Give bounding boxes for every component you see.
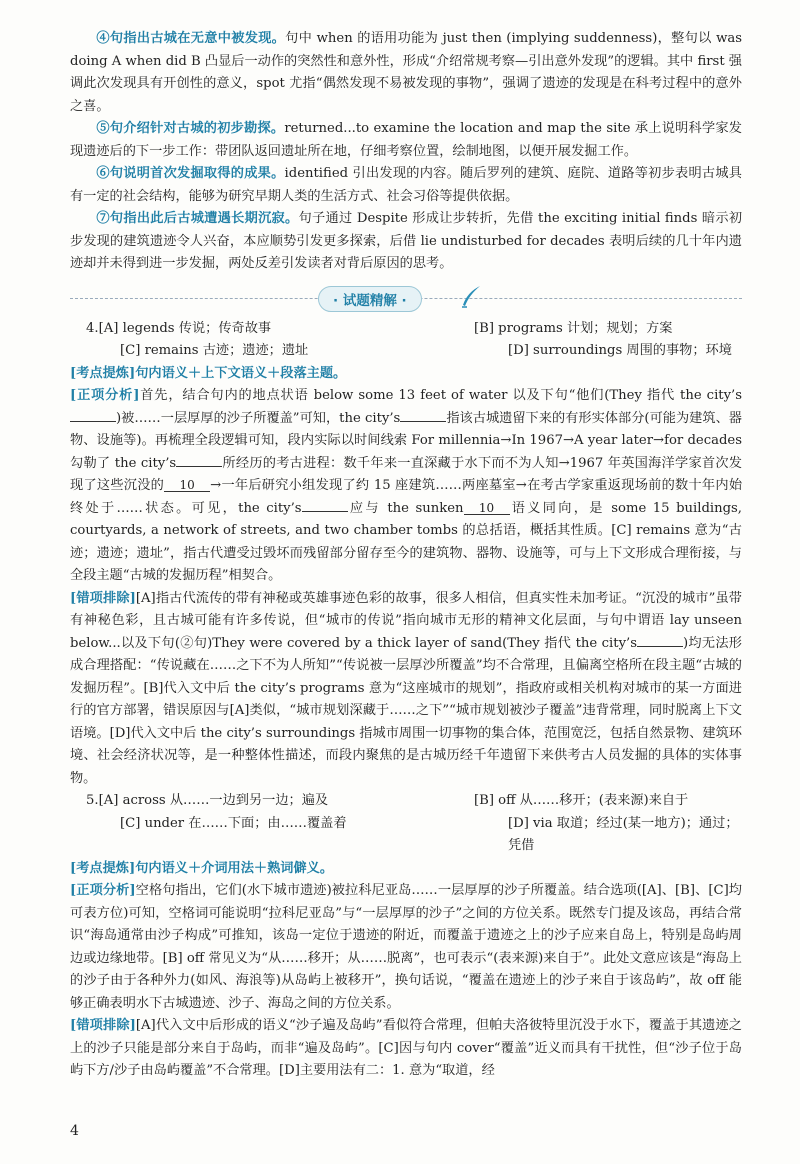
q4-option-b: [B] programs 计划；规划；方案 — [474, 320, 673, 336]
q4-options-row-1 — [70, 318, 742, 341]
page-body — [70, 0, 742, 1083]
section-banner — [70, 282, 742, 316]
q4-kaodian: [考点提炼]句内语义＋上下文语义＋段落主题。 — [70, 365, 347, 381]
q4-option-c: [C] remains 古迹；遗迹；遗址 — [120, 343, 309, 358]
q4-option-d: [D] surroundings 周围的事物；环境 — [508, 343, 732, 358]
q5-option-c: [C] under 在……下面；由……覆盖着 — [120, 815, 347, 831]
answer-blank — [176, 454, 222, 467]
q5-zhengxiang: [正项分析]空格句指出，它们(水下城市遗迹)被拉科尼亚岛……一层厚厚的沙子所覆盖。结合选项([A]、[B]、[C]均可表方位)可知，空格词可能说明“拉科尼亚岛”与“一层厚厚的沙子”之间的方位关系。既然专门提及该岛，再结合常识“海岛通常由沙子构成”可推知，该岛一定位于遗迹的附近，而覆盖于遗迹之上的沙子应来自岛上，特别是岛屿周边或边缘地带。[B] off 常见义为“从……移开；从……脱离”，也可表示“(表来源)来自于”。此处文意应该是“海岛上的沙子由于各种外力(如风、海浪等)从岛屿上被移开”，换句话说，“覆盖在遗迹上的沙子来自于该岛屿”，故 off 能够正确表明水下古城遗迹、沙子、海岛之间的方位关系。 — [70, 883, 742, 1011]
q4-options-row-2 — [70, 340, 742, 363]
answer-blank — [70, 409, 116, 422]
para-7: ⑦句指出此后古城遭遇长期沉寂。句子通过 Despite 形成让步转折，先借 the exciting initial finds 暗示初步发现的建筑遗迹令人兴奋，本应顺势引发更多探索，后借 lie undisturbed for decades 表明后续的几十年内遗迹却并未得到进一步发掘，两处反差引发读者对背后原因的思考。 — [70, 211, 743, 271]
q5-option-d: [D] via 取道；经过(某一地方)；通过；凭借 — [508, 815, 739, 853]
analysis-block — [70, 28, 742, 276]
para-5: ⑤句介绍针对古城的初步勘探。returned...to examine the location and map the site 承上说明科学家发现遗迹后的下一步工作：带团队返回遗址所在地，仔细考察位置，绘制地图，以便开展发掘工作。 — [70, 121, 742, 159]
banner-title: · 试题精解 · — [318, 286, 422, 312]
answer-blank-10: 10 — [164, 479, 210, 492]
question-5 — [70, 790, 742, 1083]
answer-blank — [400, 409, 446, 422]
q4-zhengxiang: [正项分析]首先，结合句内的地点状语 below some 13 feet of water 以及下句“他们(They 指代 the city’s)被……一层厚厚的沙子所覆盖”可知，the city’s 指该古城遗留下来的有形实体部分(可能为建筑、器物、设施等)。再梳理全段逻辑可知，段内实际以时间线索 For millennia→In 1967→A year later→for decades 勾勒了 the city’s 所经历的考古进程：数千年来一直深藏于水下而不为人知→1967 年英国海洋学家首次发现了这些沉没的 10 →一年后研究小组发现了约 15 座建筑……两座墓室→在考古学家重返现场前的数十年内始终处于……状态。可见，the city’s 应与 the sunken 10 语义同向，是 some 15 buildings, courtyards, a network of streets, and two chamber tombs 的总括语，概括其性质。[C] remains 意为“古迹；遗迹；遗址”，指古代遭受过毁坏而残留部分留存至今的建筑物、器物、设施等，可与上下文形成合理衔接，与全段主题“古城的发掘历程”相契合。 — [70, 388, 743, 583]
answer-blank-10: 10 — [464, 502, 510, 515]
answer-blank — [302, 499, 348, 512]
q5-option-b: [B] off 从……移开；(表来源)来自于 — [474, 793, 689, 808]
question-4 — [70, 318, 742, 791]
para-4: ④句指出古城在无意中被发现。句中 when 的语用功能为 just then (implying suddenness)，整句以 was doing A when did B 凸显后一动作的突然性和意外性，形成“介绍常规考察—引出意外发现”的逻辑。其中 first 强调此次发现具有开创性的意义，spot 尤指“偶然发现不易被发现的事物”，强调了遗迹的发现是在科考过程中的意外之喜。 — [70, 31, 742, 114]
para-6: ⑥句说明首次发掘取得的成果。identified 引出发现的内容。随后罗列的建筑、庭院、道路等初步表明古城具有一定的社会结构，能够为研究早期人类的生活方式、社会习俗等提供依据。 — [70, 166, 742, 204]
q5-options-row-1 — [70, 790, 742, 813]
page-number: 4 — [70, 1123, 79, 1139]
q5-kaodian: [考点提炼]句内语义＋介词用法＋熟词僻义。 — [70, 860, 334, 876]
q5-options-row-2 — [70, 813, 742, 858]
q5-cuoxiang: [错项排除][A]代入文中后形成的语义“沙子遍及岛屿”看似符合常理，但帕夫洛彼特里沉没于水下，覆盖于其遗迹之上的沙子只能是部分来自于岛屿，而非“遍及岛屿”。[C]因与句内 cover“覆盖”近义而具有干扰性，但“沙子位于岛屿下方/沙子由岛屿覆盖”不合常理。[D]主要用法有二：1. 意为“取道，经 — [70, 1018, 742, 1078]
q5-option-a: 5.[A] across 从……一边到另一边；遍及 — [86, 793, 329, 808]
q4-option-a: 4.[A] legends 传说；传奇故事 — [86, 320, 272, 336]
answer-blank — [637, 634, 683, 647]
q4-cuoxiang: [错项排除][A]指古代流传的带有神秘或英雄事迹色彩的故事，很多人相信，但真实性未加考证。“沉没的城市”虽带有神秘色彩，且古城可能有许多传说，但“城市的传说”指向城市无形的精神文化层面，与句中谓语 lay unseen below...以及下句(②句)They were covered by a thick layer of sand(They 指代 the city’s )均无法形成合理搭配：“传说藏在……之下不为人所知”“传说被一层厚沙所覆盖”均不合常理，且偏离空格所在段主题“古城的发掘历程”。[B]代入文中后 the city’s programs 意为“这座城市的规划”，指政府或相关机构对城市的某一方面进行的官方部署，错误原因与[A]类似，“城市规划深藏于……之下”“城市规划被沙子覆盖”违背常理，同时脱离上下文语境。[D]代入文中后 the city’s surroundings 指城市周围一切事物的集合体，范围宽泛，包括自然景物、建筑环境、社会经济状况等，是一种整体性描述，而段内聚焦的是古城历经千年遗留下来供考古人员发掘的具体的实体事物。 — [70, 590, 742, 786]
quill-pen-icon — [458, 284, 484, 310]
